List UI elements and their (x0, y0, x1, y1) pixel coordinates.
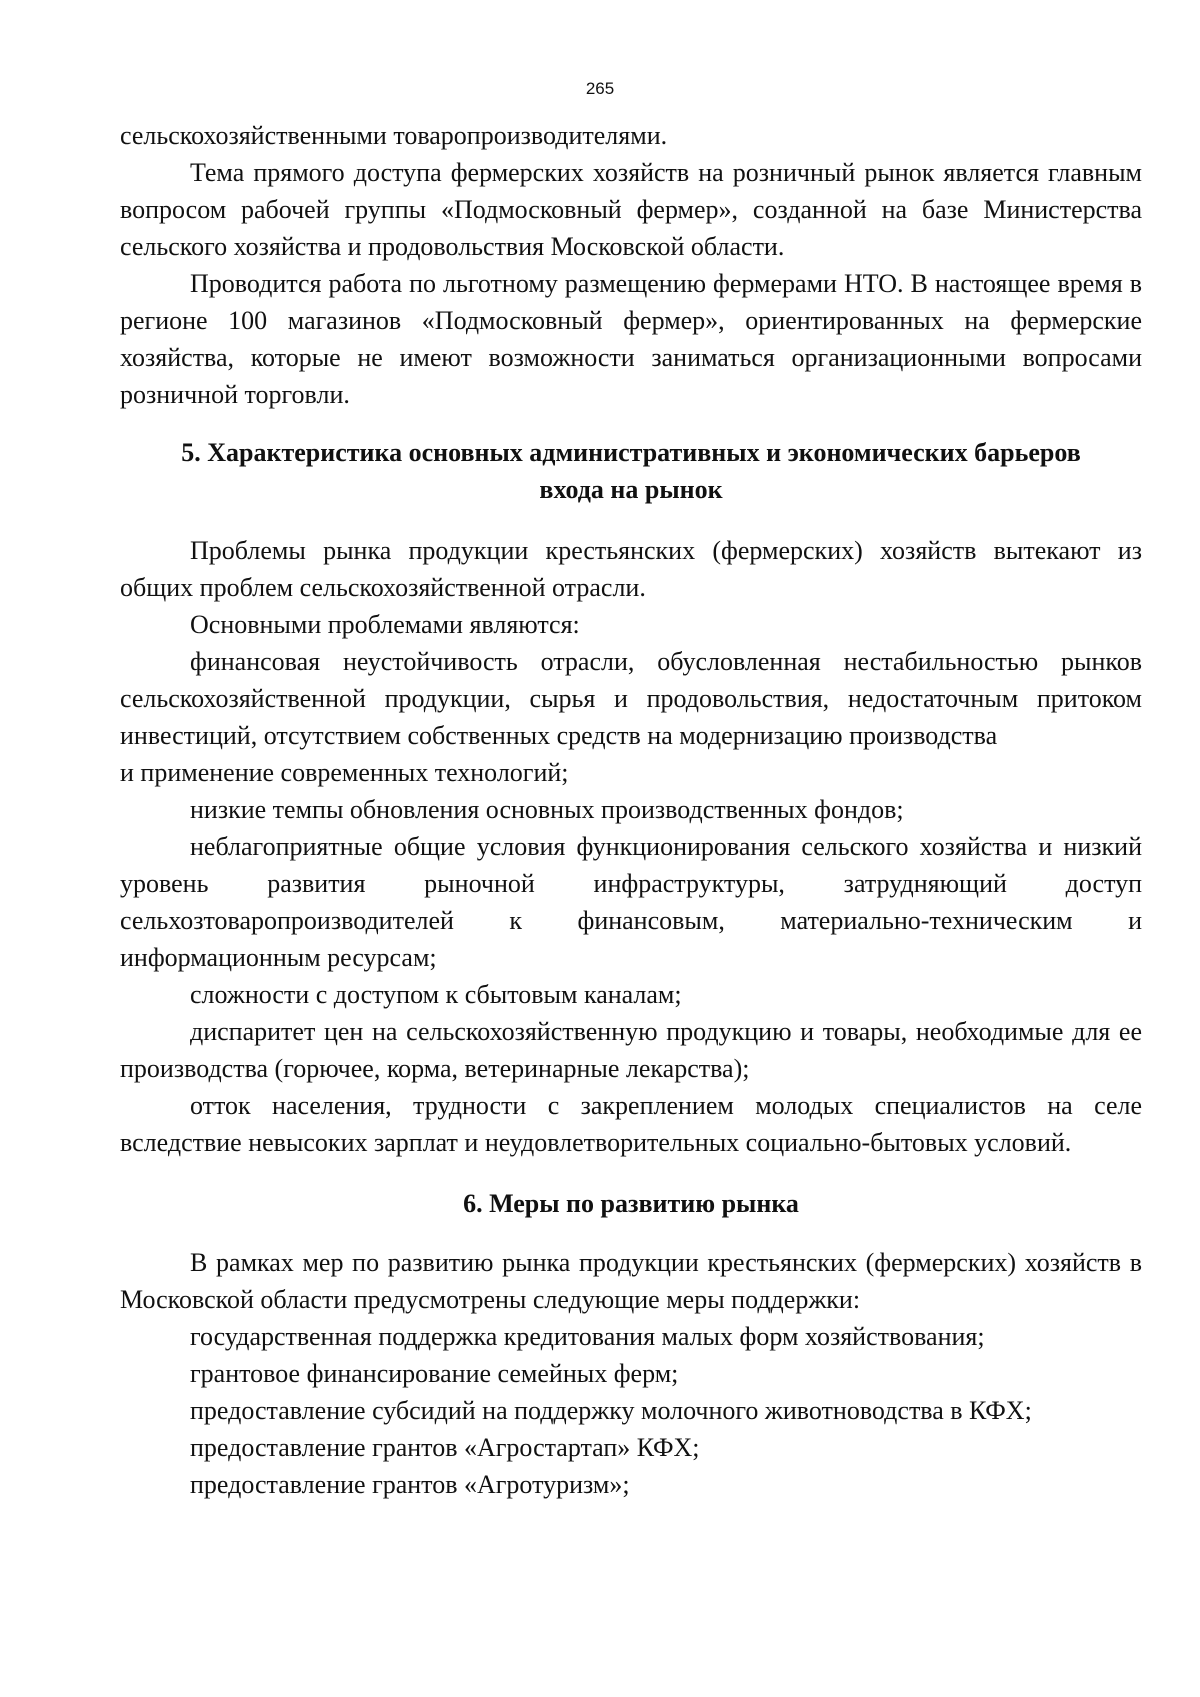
paragraph: Проводится работа по льготному размещению фермерами НТО. В настоящее время в регионе 100 магазинов «Подмосковный фермер», ориентированных на фермерские хозяйства, которые не имеют возможности заниматься организационными вопросами розничной торговли. (120, 269, 1142, 409)
list-item: предоставление грантов «Агротуризм»; (190, 1470, 630, 1499)
list-item: финансовая неустойчивость отрасли, обусловленная нестабильностью рынков сельскохозяйственной продукции, сырья и продовольствия, недостаточным притоком инвестиций, отсутствием собственных средств на модернизацию производства (120, 647, 1142, 750)
list-item: диспаритет цен на сельскохозяйственную продукцию и товары, необходимые для ее производства (горючее, корма, ветеринарные лекарства); (120, 1017, 1142, 1083)
page-content (120, 117, 1142, 1503)
list-item: предоставление грантов «Агростартап» КФХ; (190, 1433, 700, 1462)
section-5-heading (120, 434, 1142, 508)
paragraph: Проблемы рынка продукции крестьянских (фермерских) хозяйств вытекают из общих проблем сельскохозяйственной отрасли. (120, 536, 1142, 602)
page-number: 265 (585, 79, 615, 98)
list-item: неблагоприятные общие условия функционирования сельского хозяйства и низкий уровень развития рыночной инфраструктуры, затрудняющий доступ сельхозтоваропроизводителей к финансовым, материально-техническим и информационным ресурсам; (120, 832, 1142, 972)
list-item: государственная поддержка кредитования малых форм хозяйствования; (190, 1322, 985, 1351)
paragraph: сельскохозяйственными товаропроизводителями. (120, 121, 668, 150)
list-item: грантовое финансирование семейных ферм; (190, 1359, 679, 1388)
list-item: низкие темпы обновления основных производственных фондов; (190, 795, 904, 824)
paragraph: В рамках мер по развитию рынка продукции крестьянских (фермерских) хозяйств в Московской области предусмотрены следующие меры поддержки: (120, 1248, 1142, 1314)
paragraph: Тема прямого доступа фермерских хозяйств на розничный рынок является главным вопросом рабочей группы «Подмосковный фермер», созданной на базе Министерства сельского хозяйства и продовольствия Московской области. (120, 158, 1142, 261)
section-5-heading-line-1: 5. Характеристика основных административных и экономических барьеров (181, 438, 1081, 467)
list-item: предоставление субсидий на поддержку молочного животноводства в КФХ; (190, 1396, 1032, 1425)
section-5-heading-line-2: входа на рынок (539, 475, 723, 504)
list-item-continuation: и применение современных технологий; (120, 758, 569, 787)
list-item: отток населения, трудности с закреплением молодых специалистов на селе вследствие невысоких зарплат и неудовлетворительных социально-бытовых условий. (120, 1091, 1142, 1157)
section-6-heading: 6. Меры по развитию рынка (463, 1189, 799, 1218)
list-item: сложности с доступом к сбытовым каналам; (190, 980, 682, 1009)
paragraph: Основными проблемами являются: (190, 610, 580, 639)
